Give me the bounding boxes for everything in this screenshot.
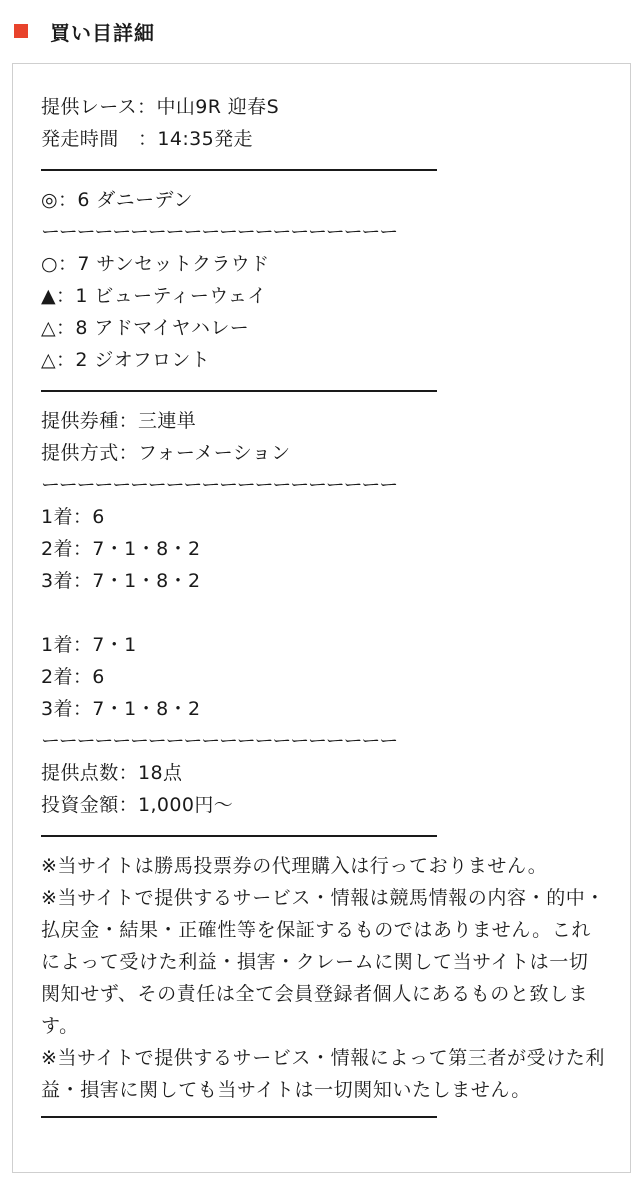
formation-b-first: 1着：7・1 bbox=[41, 634, 137, 656]
bet-amount: 投資金額：1,000円〜 bbox=[41, 794, 234, 816]
disclaimer-third-party: ※当サイトで提供するサービス・情報によって第三者が受けた利益・損害に関しても当サイトは一切関知いたしません。 bbox=[41, 1047, 605, 1101]
section-divider bbox=[41, 835, 437, 837]
dash-divider: ーーーーーーーーーーーーーーーーーーーー bbox=[41, 221, 398, 243]
ticket-type: 提供券種：三連単 bbox=[41, 410, 197, 432]
header-marker-icon bbox=[14, 24, 28, 38]
post-time: 発走時間 ：14:35発走 bbox=[41, 128, 253, 150]
disclaimer-no-guarantee: ※当サイトで提供するサービス・情報は競馬情報の内容・的中・払戻金・結果・正確性等を保証するものではありません。これによって受けた利益・損害・クレームに関して当サイトは一切関知せず、その責任は全て会員登録者個人にあるものと致します。 bbox=[41, 887, 605, 1037]
pick-taikou: ○：7 サンセットクラウド bbox=[41, 253, 270, 275]
section-header bbox=[14, 16, 155, 46]
race-name: 提供レース：中山9R 迎春S bbox=[41, 96, 280, 118]
section-divider bbox=[41, 1116, 437, 1118]
bet-details-content bbox=[41, 91, 611, 1118]
formation-a-second: 2着：7・1・8・2 bbox=[41, 538, 201, 560]
pick-renka-2: △：2 ジオフロント bbox=[41, 349, 211, 371]
section-divider bbox=[41, 169, 437, 171]
bet-method: 提供方式：フォーメーション bbox=[41, 442, 291, 464]
formation-a-third: 3着：7・1・8・2 bbox=[41, 570, 201, 592]
formation-b-second: 2着：6 bbox=[41, 666, 105, 688]
section-divider bbox=[41, 390, 437, 392]
disclaimer-proxy-purchase: ※当サイトは勝馬投票券の代理購入は行っておりません。 bbox=[41, 855, 548, 877]
formation-b-third: 3着：7・1・8・2 bbox=[41, 698, 201, 720]
formation-a-first: 1着：6 bbox=[41, 506, 105, 528]
pick-renka-1: △：8 アドマイヤハレー bbox=[41, 317, 250, 339]
bet-points: 提供点数：18点 bbox=[41, 762, 183, 784]
bet-details-panel bbox=[12, 63, 631, 1173]
dash-divider: ーーーーーーーーーーーーーーーーーーーー bbox=[41, 730, 398, 752]
pick-honmei: ◎：6 ダニーデン bbox=[41, 189, 193, 211]
section-title: 買い目詳細 bbox=[50, 20, 155, 45]
dash-divider: ーーーーーーーーーーーーーーーーーーーー bbox=[41, 474, 398, 496]
spacer bbox=[41, 597, 611, 629]
pick-tanana: ▲：1 ビューティーウェイ bbox=[41, 285, 267, 307]
